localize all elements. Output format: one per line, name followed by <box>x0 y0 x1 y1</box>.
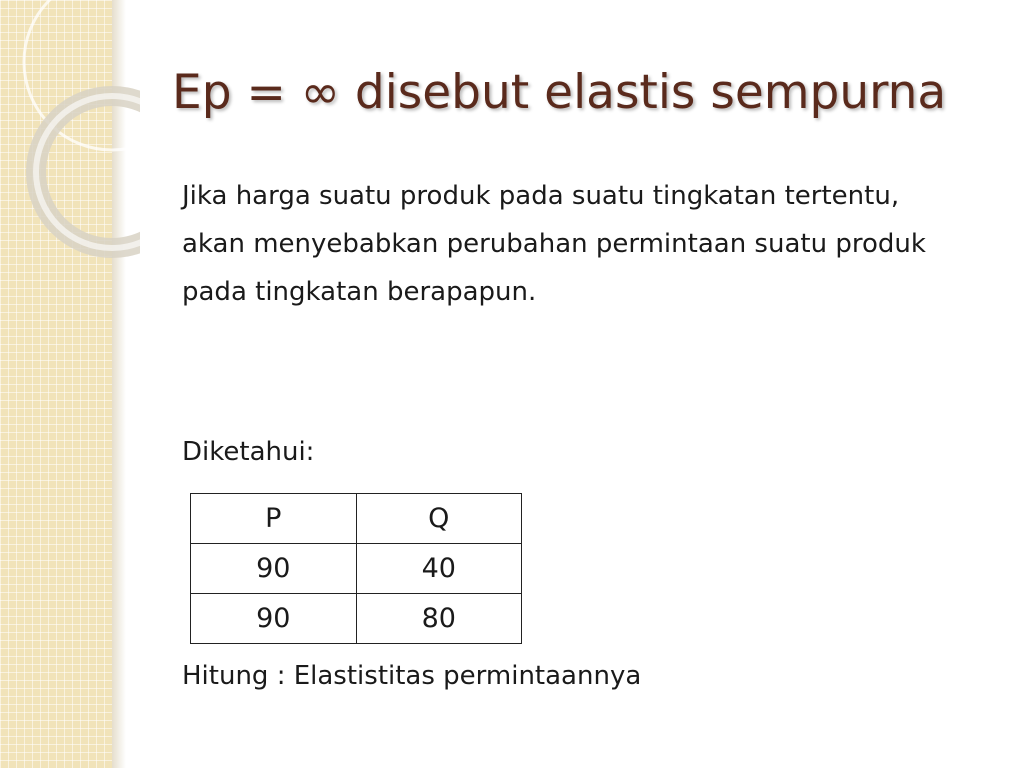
decorative-ring-bottom <box>36 96 140 248</box>
table-row <box>191 594 522 644</box>
task-text: Hitung : Elastistitas permintaannya <box>182 661 642 691</box>
slide-body-text: Jika harga suatu produk pada suatu tingkatan tertentu, akan menyebabkan perubahan permintaan suatu produk pada tingkatan berapapun. <box>182 181 926 307</box>
table-cell-q: 40 <box>356 544 522 594</box>
slide-title: Ep = ∞ disebut elastis sempurna <box>172 65 947 120</box>
table-cell-p: 90 <box>191 594 357 644</box>
decorative-rings <box>0 0 140 260</box>
price-quantity-table <box>190 493 522 644</box>
table-header-q: Q <box>356 494 522 544</box>
table-cell-p: 90 <box>191 544 357 594</box>
table-header-p: P <box>191 494 357 544</box>
table-row <box>191 544 522 594</box>
known-label: Diketahui: <box>182 437 315 467</box>
table-header-row <box>191 494 522 544</box>
table-cell-q: 80 <box>356 594 522 644</box>
